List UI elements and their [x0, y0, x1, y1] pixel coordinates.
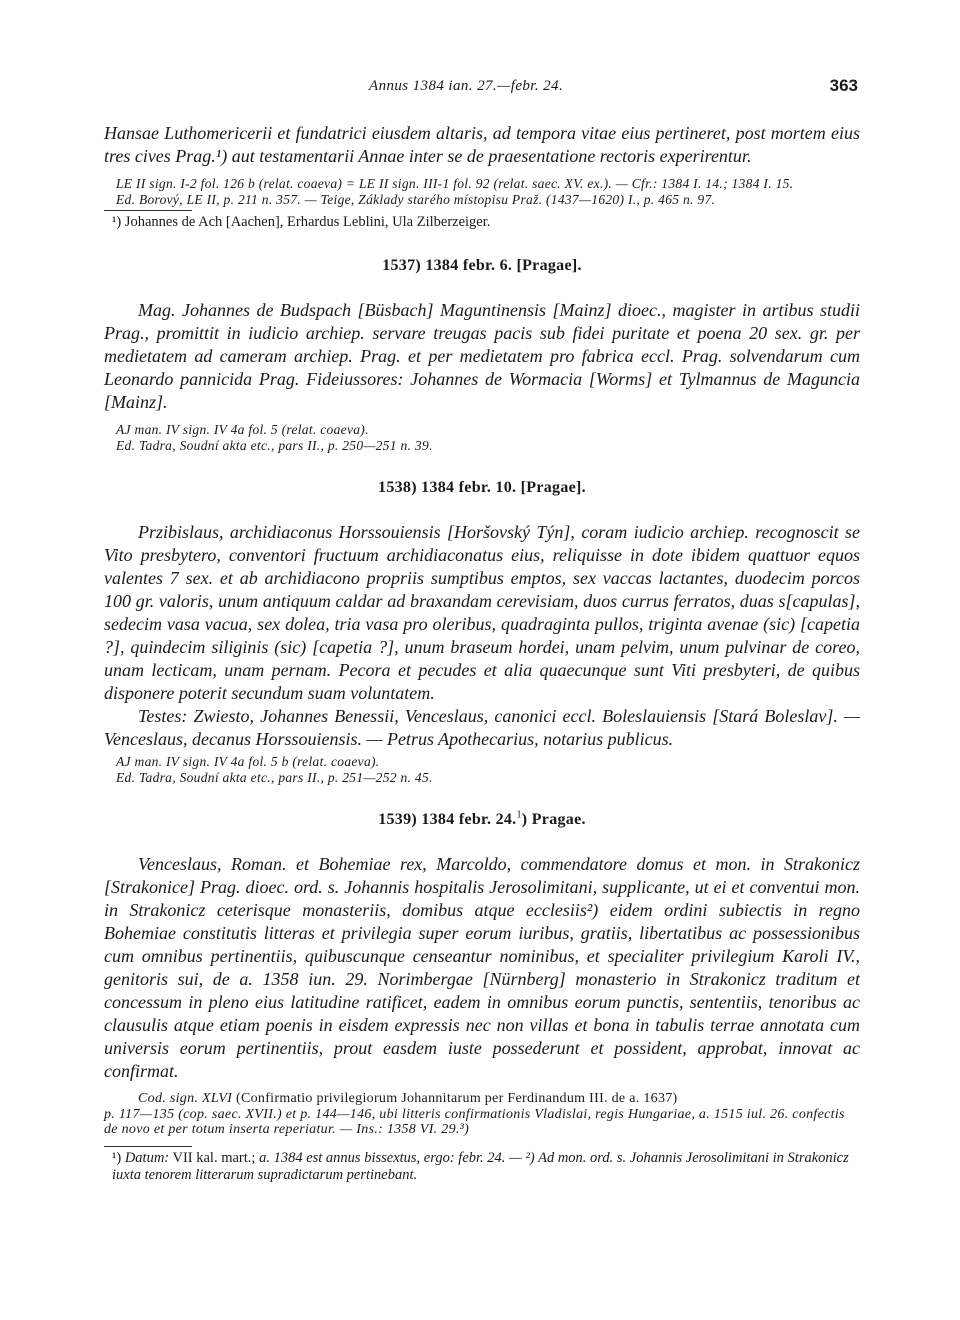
source-desc: (Confirmatio privilegiorum Johannitarum per Ferdinandum III. de a. 1637)	[232, 1091, 678, 1106]
source-line: AJ man. IV sign. IV 4a fol. 5 (relat. coaeva).	[116, 422, 369, 437]
source-line: AJ man. IV sign. IV 4a fol. 5 b (relat. coaeva).	[116, 754, 380, 769]
title-place: ) Pragae.	[521, 811, 586, 828]
doc-1538-paragraph: Przibislaus, archidiaconus Horssouiensis [Horšovský Týn], coram iudicio archiep. recognoscit se Vito presbytero, conventori fructuum archidiaconatus eius, reliquisse in dote ibidem quattuor equos valentes 7 sex. et ab archidiacono propriis sumptibus emptos, sex vaccas lactantes, duodecim porcos 100 gr. valoris, unum antiquum caldar ad braxandam cerevisiam, duos currus ferratos, duas s[capulas], sedecim vasa vacua, sex dolea, tria vasa pro oleribus, quadraginta pullos, triginta avenae (sic) [capetia ?], quindecim siliginis (sic) [capetia ?], unum braseum hordei, unam pelvim, unum pulvinar de coreo, unam lecticam, unam pernam. Pecora et pecudes et alia quaecunque sunt Viti presbyteri, de quibus disponere poterit secundum suam voluntatem.	[104, 522, 860, 703]
running-head: Annus 1384 ian. 27.—febr. 24.	[369, 78, 564, 94]
prev-doc-source	[104, 176, 860, 207]
doc-title-1538: 1538) 1384 febr. 10. [Pragae].	[378, 479, 586, 496]
footnote-mark: ¹)	[112, 1149, 125, 1166]
footnote-text: VII kal. mart.;	[169, 1149, 260, 1166]
source-line: LE II sign. I-2 fol. 126 b (relat. coaeva) = LE II sign. III-1 fol. 92 (relat. saec. XV. ex.). — Cfr.: 1384 I. 14.; 1384 I. 15.	[116, 176, 794, 191]
doc-1539-paragraph: Venceslaus, Roman. et Bohemiae rex, Marcoldo, commendatore domus et mon. in Strakonicz [Strakonice] Prag. dioec. ord. s. Johannis hospitalis Jerosolimitani, supplicante, ut ei et conventui mon. in Strakonicz ceterisque monasteriis, domibus atque ecclesiis²) eidem ordini subiectis in regno Bohemiae constitutis litteras et privilegia super eorum iuribus, gratiis, libertatibus ac possessionibus cum omnibus pertinentiis, quibuscunque censeantur nominibus, et specialiter privilegium Karoli IV., genitoris sui, de a. 1358 iun. 29. Norimbergae [Nürnberg] monasterio in Strakonicz traditum et concessum in pleno eius latitudine ratificet, eadem in omnibus eorum punctis, sententiis, tenoribus ac clausulis atque etiam poenis in eisdem expressis nec non villas et bona in tabulis terrae annotata cum universis eorum pertinentiis, prout easdem iuste possederunt et possident, approbat, innovat ac confirmat.	[104, 854, 860, 1081]
title-footnote-mark: 1	[516, 809, 522, 821]
source-line: Ed. Tadra, Soudní akta etc., pars II., p. 251—252 n. 45.	[116, 769, 433, 785]
source-line: Ed. Tadra, Soudní akta etc., pars II., p. 250—251 n. 39.	[116, 437, 433, 453]
doc-1537-paragraph: Mag. Johannes de Budspach [Büsbach] Maguntinensis [Mainz] dioec., magister in artibus studii Prag., promittit in iudicio archiep. servare treugas pacis sub fidei puritate et poena 20 sex. gr. per medietatem ad cameram archiep. Prag. et per medietatem pro fabrica eccl. Prag. solvendarum cum Leonardo pannicida Prag. Fideiussores: Johannes de Wormacia [Worms] et Tylmannus de Maguncia [Mainz].	[104, 300, 860, 412]
footnote: ¹) Johannes de Ach [Aachen], Erhardus Leblini, Ula Zilberzeiger.	[112, 214, 491, 230]
doc-title-1537: 1537) 1384 febr. 6. [Pragae].	[382, 257, 582, 274]
doc-1538-witnesses: Testes: Zwiesto, Johannes Benessii, Venceslaus, canonici eccl. Boleslauiensis [Stará Boleslav]. — Venceslaus, decanus Horssouiensis. — Petrus Apothecarius, notarius publicus.	[104, 706, 860, 749]
doc-title-1539	[104, 811, 860, 829]
title-number: 1539) 1384 febr. 24.	[378, 811, 517, 828]
prev-doc-paragraph: Hansae Luthomericerii et fundatrici eiusdem altaris, ad tempora vitae eius pertineret, post mortem eius tres cives Prag.¹) aut testamentarii Annae inter se de praesentatione rectoris experirentur.	[104, 123, 860, 166]
footnote-rule	[104, 1146, 192, 1147]
source-siglum: Cod. sign. XLVI	[138, 1091, 233, 1106]
doc-1539-footnotes	[104, 1150, 860, 1184]
footnote-label: Datum:	[124, 1149, 170, 1166]
doc-1538-source	[104, 754, 860, 785]
footnote-rule	[104, 210, 192, 211]
doc-1539-source-cont: p. 117—135 (cop. saec. XVII.) et p. 144—146, ubi litteris confirmationis Vladislai, regis Hungariae, a. 1515 iul. 26. confectis de novo et per totum inserta reperiatur. — Ins.: 1358 VI. 29.³)	[104, 1106, 845, 1137]
page-number: 363	[829, 76, 858, 95]
page	[104, 76, 860, 1184]
page-header	[104, 76, 860, 102]
doc-1537-source	[104, 422, 860, 453]
doc-1539-source	[104, 1091, 860, 1107]
footnote-text-italic: a. 1384 est annus bissextus, ergo: febr. 24. — ²) Ad mon. ord. s. Johannis Jerosolimitani in Strakonicz iuxta tenorem litterarum supradictarum pertinebant.	[112, 1149, 849, 1183]
source-line: Ed. Borový, LE II, p. 211 n. 357. — Teige, Základy starého místopisu Praž. (1437—1620) I., p. 465 n. 97.	[116, 191, 716, 207]
